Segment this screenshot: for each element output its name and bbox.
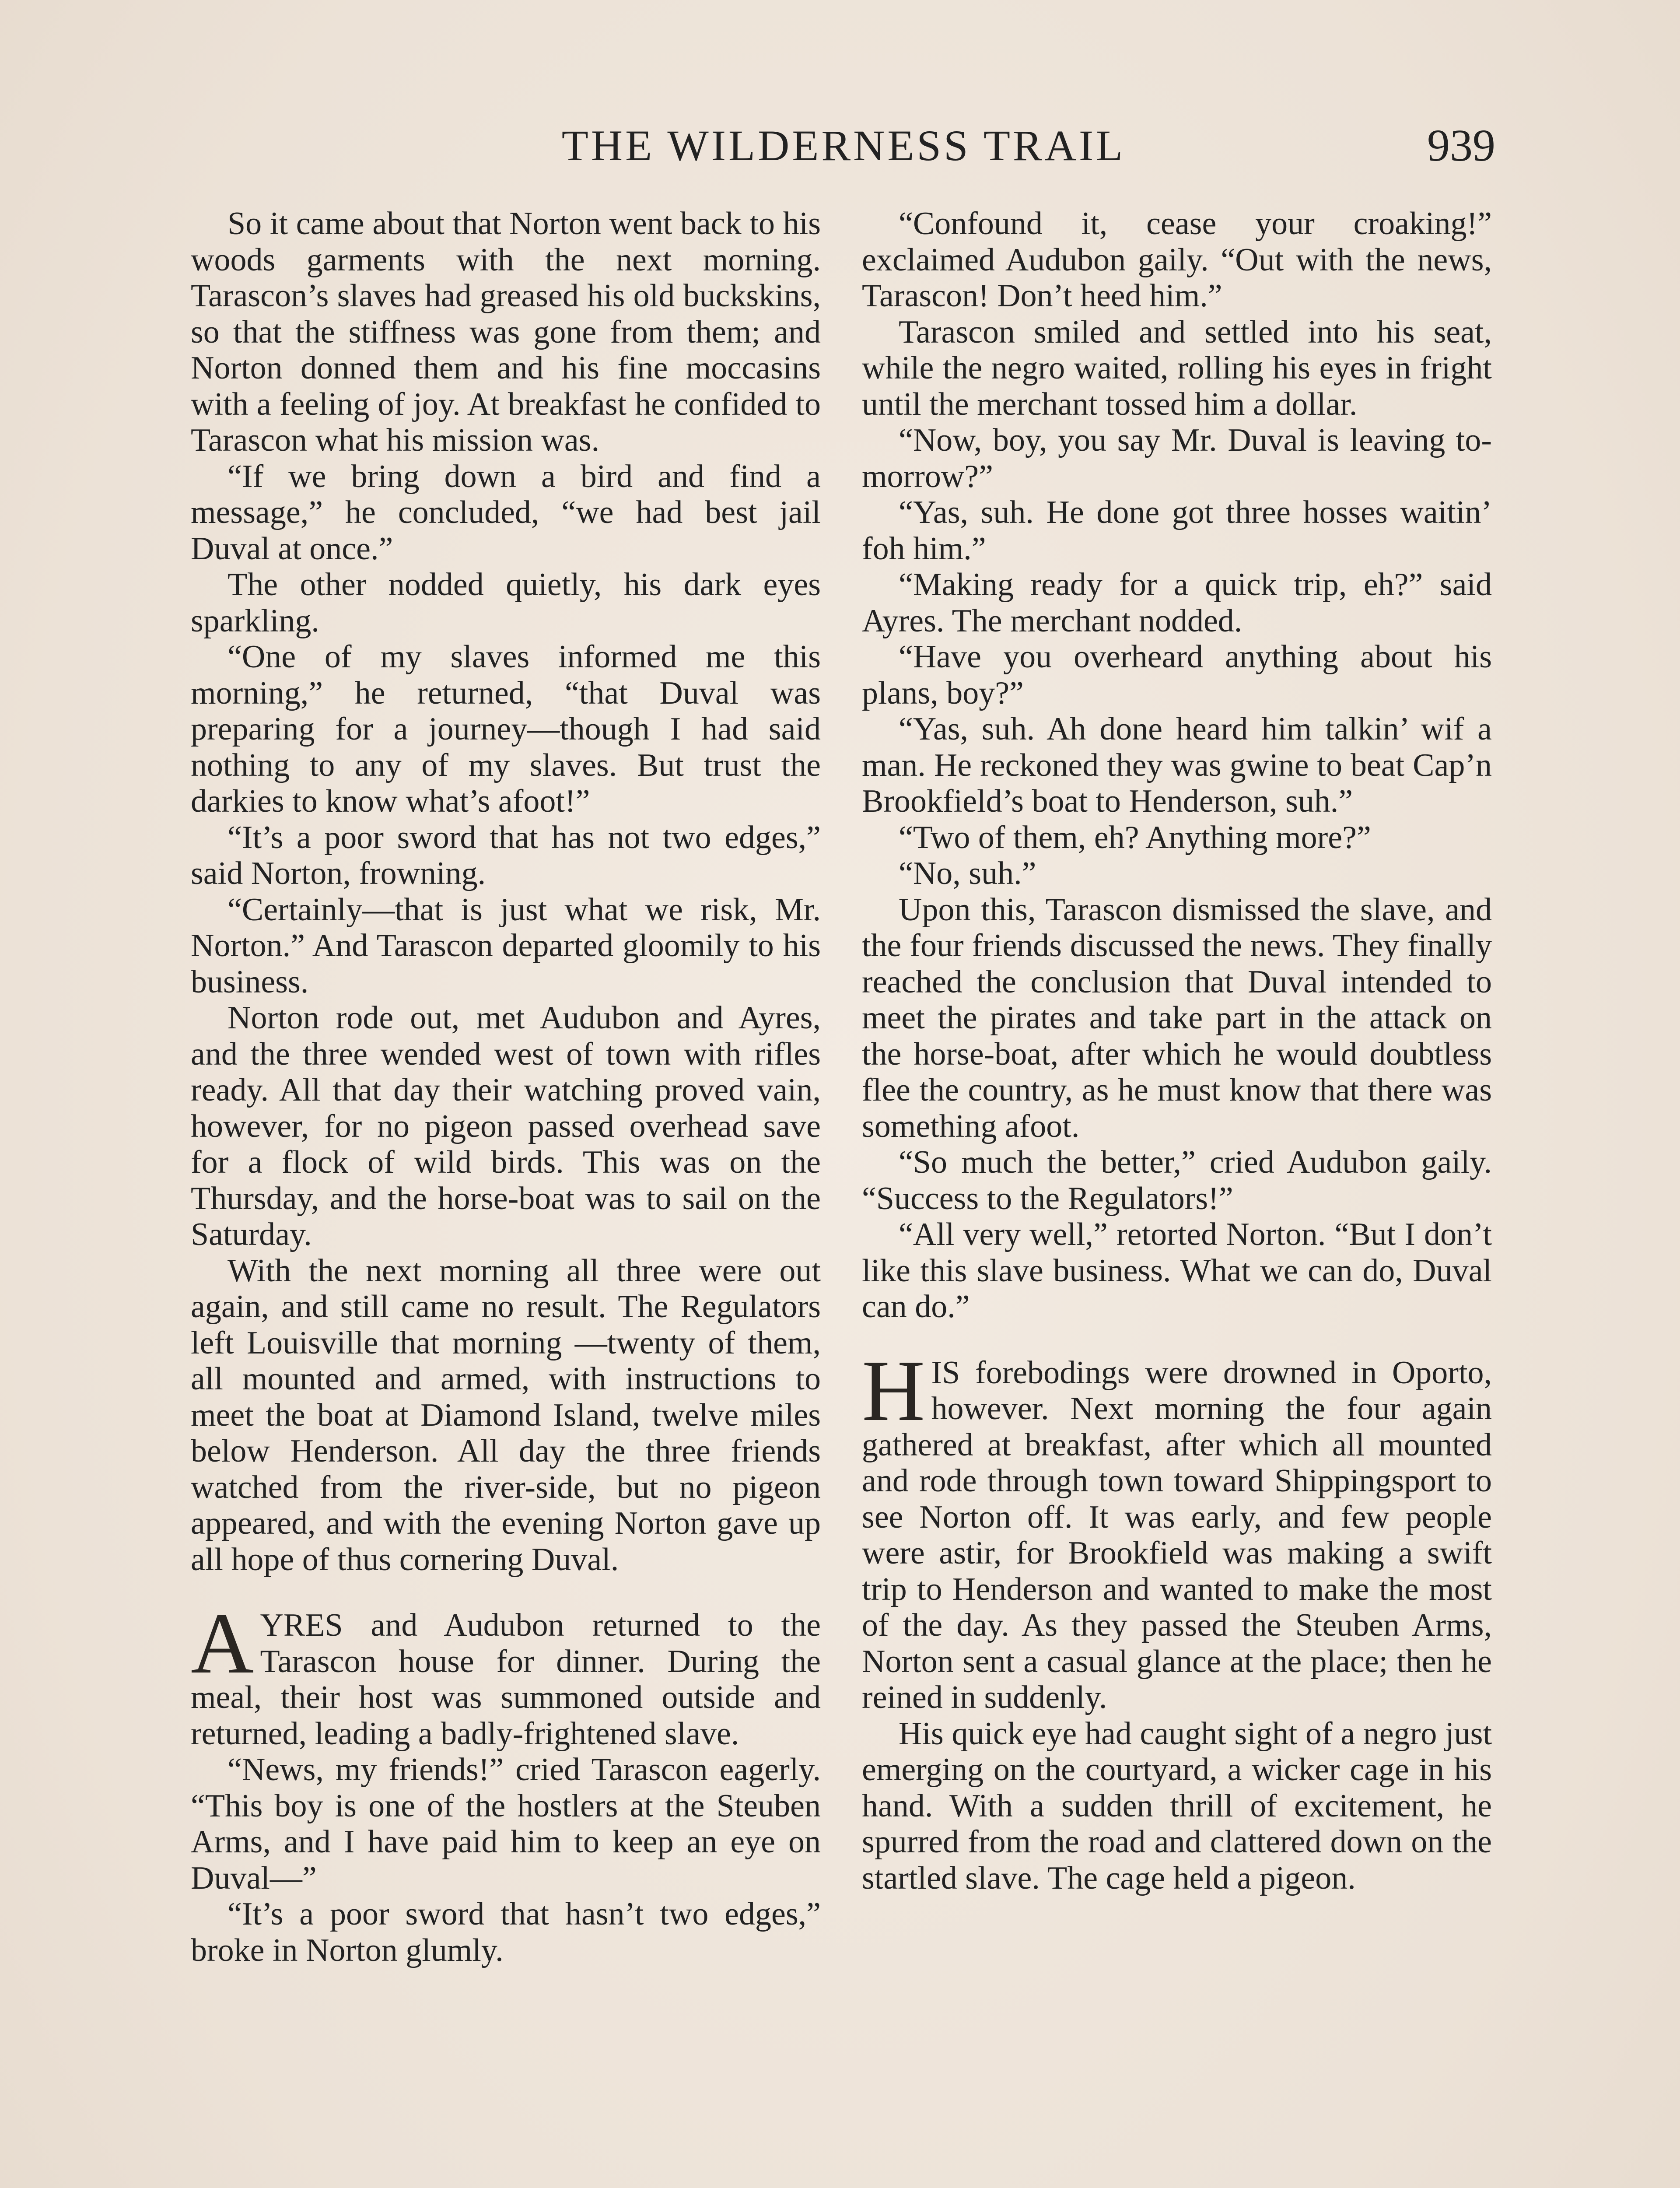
paragraph: “So much the better,” cried Audubon gaily. “Success to the Regulators!” (862, 1144, 1492, 1217)
paragraph: Norton rode out, met Audubon and Ayres, and the three wended west of town with rifles ready. All that day their watching proved vain, however, for no pigeon passed overhead save for a flock of wild birds. This was on the Thursday, and the horse-boat was to sail on the Saturday. (191, 1000, 821, 1252)
paragraph: “Have you overheard anything about his plans, boy?” (862, 639, 1492, 711)
paragraph: “Certainly—that is just what we risk, Mr. Norton.” And Tarascon departed gloomily to his business. (191, 891, 821, 1000)
paragraph: “Yas, suh. Ah done heard him talkin’ wif a man. He reckoned they was gwine to beat Cap’n Brookfield’s boat to Henderson, suh.” (862, 711, 1492, 819)
paragraph: “It’s a poor sword that has not two edges,” said Norton, frowning. (191, 819, 821, 891)
paragraph: “No, suh.” (899, 856, 1036, 891)
page-number: 939 (1427, 120, 1495, 171)
paragraph: His quick eye had caught sight of a negro just emerging on the courtyard, a wicker cage in his hand. With a sudden thrill of excitement, he spurred from the road and clattered down on the startled slave. The cage held a pigeon. (862, 1715, 1492, 1896)
paragraph: “Making ready for a quick trip, eh?” said Ayres. The merchant nodded. (862, 567, 1492, 639)
paragraph: Upon this, Tarascon dismissed the slave, and the four friends discussed the news. They finally reached the conclusion that Duval intended to meet the pirates and take part in the attack on the horse-boat, after which he would doubtless flee the country, as he must know that there was something afoot. (862, 891, 1492, 1144)
paragraph-text: IS forebodings were drowned in Oporto, however. Next morning the four again gathered at breakfast, after which all mounted and rode through town toward Shippingsport to see Norton off. It was early, and few people were astir, for Brookfield was making a swift trip to Henderson and wanted to make the most of the day. As they passed the Steuben Arms, Norton sent a casual glance at the place; then he reined in suddenly. (862, 1354, 1492, 1715)
paragraph: “Yas, suh. He done got three hosses waitin’ foh him.” (862, 494, 1492, 567)
paragraph-text: YRES and Audubon returned to the Tarascon house for dinner. During the meal, their host was summoned outside and returned, leading a badly-frightened slave. (191, 1607, 821, 1752)
section-paragraph (862, 1342, 1492, 1716)
paragraph: “Two of them, eh? Anything more?” (899, 819, 1371, 856)
page-header (192, 117, 1495, 174)
paragraph: “Confound it, cease your croaking!” exclaimed Audubon gaily. “Out with the news, Tarascon! Don’t heed him.” (862, 206, 1492, 314)
paragraph: So it came about that Norton went back to his woods garments with the next morning. Tarascon’s slaves had greased his old buckskins, so that the stiffness was gone from them; and Norton donned them and his fine moccasins with a feeling of joy. At breakfast he confided to Tarascon what his mission was. (191, 206, 821, 458)
paragraph: Tarascon smiled and settled into his seat, while the negro waited, rolling his eyes in fright until the merchant tossed him a dollar. (862, 314, 1492, 422)
paragraph: “One of my slaves informed me this morning,” he returned, “that Duval was preparing for a journey—though I had said nothing to any of my slaves. But trust the darkies to know what’s afoot!” (191, 639, 821, 819)
right-column (862, 206, 1492, 1896)
paragraph: “News, my friends!” cried Tarascon eagerly. “This boy is one of the hostlers at the Steuben Arms, and I have paid him to keep an eye on Duval—” (191, 1752, 821, 1896)
paragraph: The other nodded quietly, his dark eyes sparkling. (191, 567, 821, 639)
paragraph: With the next morning all three were out again, and still came no result. The Regulators left Louisville that morning —twenty of them, all mounted and armed, with instructions to meet the boat at Diamond Island, twelve miles below Henderson. All day the three friends watched from the river-side, but no pigeon appeared, and with the evening Norton gave up all hope of thus cornering Duval. (191, 1252, 821, 1578)
paragraph: “Now, boy, you say Mr. Duval is leaving to-morrow?” (862, 422, 1492, 494)
left-column (191, 206, 821, 1968)
paragraph: “If we bring down a bird and find a message,” he concluded, “we had best jail Duval at once.” (191, 458, 821, 567)
paragraph: “It’s a poor sword that hasn’t two edges,” broke in Norton glumly. (191, 1896, 821, 1968)
drop-cap: A (191, 1595, 254, 1692)
running-title: THE WILDERNESS TRAIL (561, 121, 1126, 170)
section-paragraph (191, 1595, 821, 1752)
paragraph: “All very well,” retorted Norton. “But I don’t like this slave business. What we can do, Duval can do.” (862, 1217, 1492, 1325)
drop-cap: H (862, 1342, 925, 1439)
